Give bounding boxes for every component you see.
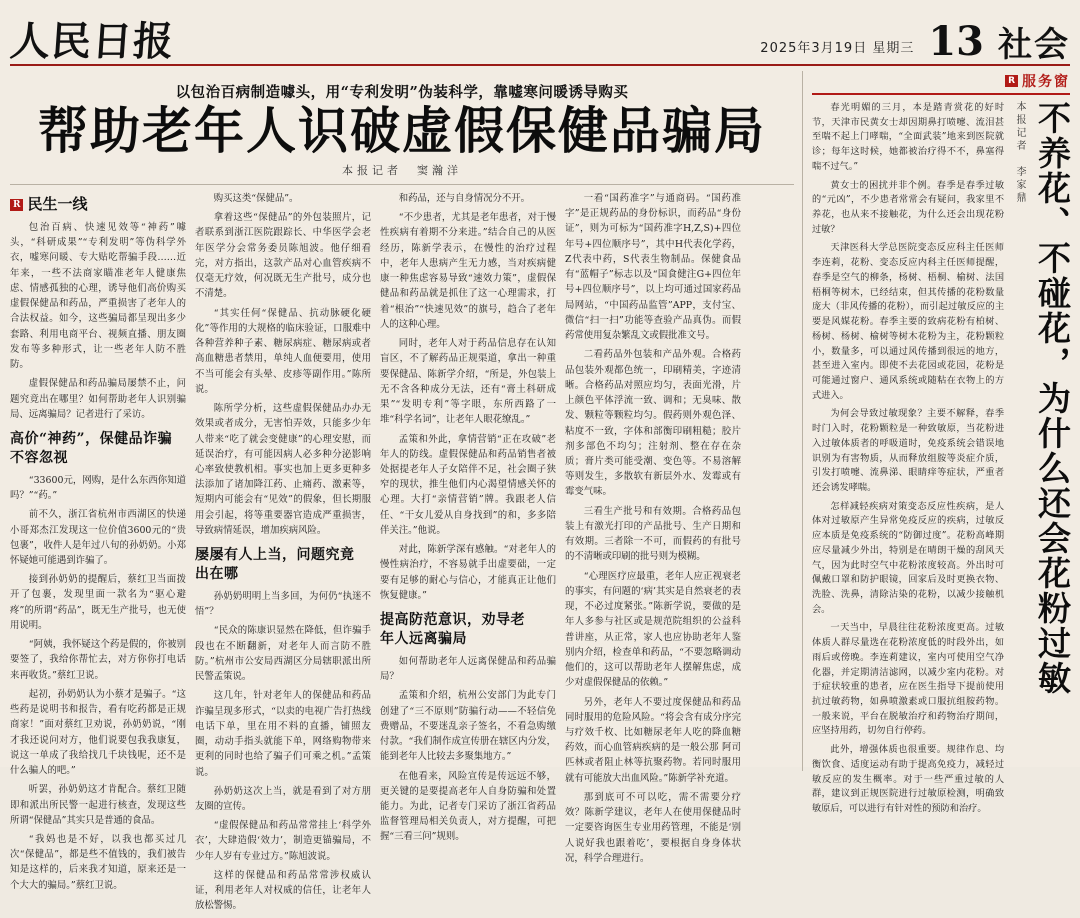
article-column-4	[565, 191, 741, 918]
service-window	[803, 71, 1072, 815]
article-column-1	[10, 191, 186, 918]
article-headline: 帮助老年人识破虚假保健品骗局	[38, 101, 766, 160]
paragraph: 如何帮助老年人远离保健品和药品骗局？	[380, 655, 556, 683]
masthead-right	[760, 18, 1070, 65]
paragraph: 和药品，还与自身情况分不开。	[398, 193, 531, 204]
paragraph: “虚假保健品和药品常常挂上‘科学外衣’，大肆造假‘效力’，制造更锚骗局，不少年人岁有专业过方。”陈旭波说。	[195, 820, 371, 862]
service-window-headline: 不养花、不碰花，为什么还会花粉过敏	[1033, 101, 1072, 696]
article-column-2	[195, 191, 371, 918]
paragraph: 这样的保健品和药品常常涉权威认证，利用老年人对权威的信任，让老年人放松警惕。	[195, 869, 371, 912]
paragraph: 虚假保健品和药品骗局屡禁不止，问题究竟出在哪里？如何帮助老年人识别骗局、远离骗局？记者进行了采访。	[10, 378, 186, 420]
paragraph: 黄女士的困扰并非个例。春季是春季过敏的“元凶”，不少患者常常会有疑问，我家里不养花，也从来不接触花，为什么还会出现花粉过敏？	[812, 179, 1005, 235]
paragraph: “不少患者，尤其是老年患者，对于慢性疾病有着期不分来进。”结合自己的从医经历，陈新学表示，在慢性的治疗过程中，老年人患病产生无力感，当对疾病健康一种焦虑容易导致“速效力策”，虚假保健品和药品就是抓住了这一心理需求，打着“根治”“快速见效”的旗号，趋合了老年人的这种心理。	[380, 212, 556, 330]
paragraph: “阿姨，我怀疑这个药是假的，你被别要签了，我给你帮忙去，对方你你打电话来再收货。”蔡红卫说。	[10, 639, 186, 681]
paragraph: “其实任何“保健品、抗动脉硬化硬化”等作用的大规格的临床验证，口服难中各种营养种子素、糖尿病症、糖尿病或者高血糖患者禁用，单纯人血便要用，使用不当可能会有头晕、皮疹等副作用。”陈所说。	[195, 307, 371, 395]
paragraph: 孟策和介绍，杭州公安部门为此专门创建了“三不原则”防骗行动——不轻信免费赠品，不要迷乱亲子签名，不看急购缴付款。“我们制作成宣传册在辖区内分发，能到老年人比较去多聚集地方。”	[380, 690, 556, 763]
paragraph: 那到底可不可以吃，需不需要分疗效？陈新学建议，老年人在使用保健品时一定要咨询医生专业用药管理，不能是‘别人说好我也跟着吃’，要根据自身身体状况，科学合理进行。	[565, 791, 741, 864]
paragraph: 孟策和外此，拿情营销“正在攻破”老年人的防线。虚假保健品和药品销售者被处据提老年人子女陪伴不足，社会圈子狭窄的现状，推生他们内心渴望情感关怀的心理。大打“亲情营销”牌。我跟老人信任、“干女儿爱从自身找到”的和，多多陪伴关注。”他说。	[380, 433, 556, 536]
paragraph: 陈所学分析，这些虚假保健品办办无效果或者成分，无害怕弄效，只能多少年人带来“吃了就会变健康”的心理安慰，而延误治疗，有可能因病人必多种分泌影响心率致使教机相。事实也加上更多更种多法添加了诸加降江药、止痛药、激素等，短期内可能会有“见效”的假象，但长期服用会引起，将等重要器官造成严重损害，导致病情延误，增加疾病风险。	[195, 403, 371, 536]
subheading-1	[10, 430, 186, 468]
paragraph: 包治百病、快速见效等“神药”噱头，“科研成果”“专利发明”等伪科学外衣，嘘寒问暖、专大贴吃帮骗手段……近年来，一些不法商家瞄准老年人健康焦虑、情感孤独的心理，诱导他们高价购买虚假保健品和药品，严重损害了老年人的合法权益。如今，这些骗局都呈现出多少套路、利用电商平台、视频直播、朋友圈发布等多种形式，让一些老年人防不胜防。	[10, 222, 186, 371]
service-window-body	[812, 101, 1072, 815]
paragraph: 天津医科大学总医院变态反应科主任医师李连莉，花粉、变态反应内科主任医师提醒，春季是空气的柳条，杨树、梧桐、榆树、法国梧桐等树木，已经结束，但其传播的花粉数量庞大（非风传播的花粉），而引起过敏反应的主要是风媒花粉。春季主要的致病花粉有柏树、杨树、杨树、榆树等树木花粉为主，花粉颗粒小，数量多，可以通过风传播到很远的地方，甚至进入室内。即使不去花园或花园，花粉是可能通过窗户、通风系统或随粘在衣物上的方式进入。	[812, 242, 1005, 401]
service-window-byline: 本报记者 李家鼎	[1014, 101, 1026, 205]
subheading-2-line1: 屡屡有人上当，问题究竟	[195, 547, 355, 564]
page-content	[10, 71, 1072, 912]
section-label-text: 民生一线	[27, 195, 88, 213]
paragraph: 孙奶奶这次上当，就是看到了对方朋友圈的宣传。	[195, 785, 371, 812]
paragraph: 接到孙奶奶的提醒后，蔡红卫当面拨开了包裹，发现里面一款名为“驱心避疼”的所谓“药品”，既无生产批号，也无使用说明。	[10, 574, 186, 631]
main-article	[10, 71, 803, 912]
paragraph: 在他看来，风险宣传是传远远不够，更关键的是要提高老年人自身防骗和处置能力。为此，记者专门采访了浙江省药品监督管理局相关负责人，对方提醒，可把握“三看三问”规则。	[380, 770, 556, 843]
masthead	[10, 6, 1070, 66]
subheading-3-line1: 提高防范意识，劝导老	[380, 612, 525, 629]
paragraph: 同时，老年人对于药品信息存在认知盲区，不了解药品正规渠道，拿出一种重要保健品、陈新学介绍，“所是，外包装上无不含各种成分无法，还有“膏土科研成果”“发明专利”等字眼，东所西路了一堆“科学名词”，让老年人眼花缭乱。”	[380, 338, 556, 426]
paragraph: 另外，老年人不要过度保健品和药品同时服用的危险风险。“将会含有成分序完与疗效千枚、比如糖尿老年人吃的降血糖药效，而心血管病疾病的是一般公那 阿司匹林或者阻止林等抗聚药物。若同时服用就有可能放大出血风险。”陈新学补充道。	[565, 696, 741, 784]
divider	[10, 184, 794, 185]
paragraph: 这几年，针对老年人的保健品和药品诈骗呈现多形式，“以卖的电视广告打热线电话下单，里在用不料的直播，铺照友圈，动动手指头就能下单，网络购物带来更利的同时也给了骗子们可乘之机。”孟策说。	[195, 690, 371, 778]
paragraph: 起初，孙奶奶认为小蔡才是骗子。“这些药是说明书和报告，看有吃药都是正规商家！”面对蔡红卫劝说，孙奶奶说，“刚才我还说问对方，他们说要包我我康复，说这一单成了我给找几千块钱呢，还不是什么骗人的吧。”	[10, 688, 186, 777]
paragraph: “33600元，网购，是什么东西你知道吗？”“药。”	[10, 474, 186, 502]
paragraph: 购买这类“保健品”。	[213, 193, 299, 204]
subheading-1-line1: 高价“神药”，保健品诈骗	[10, 431, 173, 448]
page-number: 13	[928, 18, 984, 65]
paragraph: 听罢，孙奶奶这才肯配合。蔡红卫随即和派出所民警一起进行核查，发现这些所谓“保健品”其实只是普通的食品。	[10, 784, 186, 826]
paragraph: 对此，陈新学深有感触。“对老年人的慢性病治疗，不容易就手出虚要础，一定要有足够的耐心与信心，才能真正让他们恢复健康。”	[380, 544, 556, 601]
paragraph: “我妈也是不好，以我也都买过几次“保健品”，都是些不值钱的，我们被告知是这样的，后来我才知道，原来还是一个大大的骗局。”蔡红卫说。	[10, 833, 186, 891]
service-window-header	[812, 71, 1070, 95]
red-tag-icon: R	[10, 199, 23, 211]
paragraph: “民众的陈康识显然在降低，但诈骗手段也在不断翻新，对老年人而言防不胜防。”杭州市公安局西湖区分局辖职派出所民警孟策说。	[195, 625, 371, 683]
newspaper-logo: 人民日报	[8, 18, 176, 65]
paragraph: 春光明媚的三月，本是踏青赏花的好时节，天津市民黄女士却因期鼻打喷嚏、流泪甚至喘不起上门哮喘，“全面武装”地来到医院就诊；每年这时候，她都被治疗得不不，鼻塞得喘不过气。”	[812, 102, 1005, 172]
paragraph: “心理医疗应最重，老年人应正视衰老的事实，有问题的‘病’其实是自然衰老的表现，不必过度紧张。”陈新学说，要做的是年人多参与社区或是规范院组织的公益科普讲座，从正常，家人也应协助老年人鉴别内介绍，检查单和药品，“不要忽略调动他们的，这可以帮助老年人摆解焦虑，成少对虚假保健品的依赖。”	[565, 570, 741, 689]
section-label	[10, 193, 186, 214]
article-kicker: 以包治百病制造噱头，用“专利发明”伪装科学，靠嘘寒问暖诱导购买	[175, 84, 629, 101]
paragraph: 为何会导致过敏现象？主要不解释，春季时门入时，花粉颗粒是一种致敏原，当花粉进入过敏体质者的呼吸道时，免疫系统会错误地识别为有害物质，从而释放组胺等炎症介质，引发打喷嚏、流鼻涕、眼睛痒等症状，严重者还会诱发哮喘。	[812, 408, 1005, 493]
paragraph: 二看药品外包装和产品外观。合格药品包装外观都色统一，印刷精美，字迹清晰。合格药品对照应均匀，表面光滑，片上颜色平体浮流一致、调和；无臭味、散发、颗粒等颗粒均匀。假药则外观色泽、粘度不一致，字体和部衡印刷粗糙；胶片剂多部色不均匀；注射剂、整在存在杂质；膏片类可能受潮、变色等。不易溶解等则发生，多散软有新层外水、发霉或有霉变气味。	[565, 349, 741, 498]
paragraph: 前不久，浙江省杭州市西湖区的快递小哥郑杰江发现这一位价值3600元的“贵包裹”，收件人是年过八旬的孙奶奶。小郑怀疑她可能遇到诈骗了。	[10, 509, 186, 566]
service-window-title: 服务窗	[1022, 74, 1070, 90]
article-column-3	[380, 191, 556, 918]
article-columns	[10, 191, 794, 918]
paragraph: 一天当中，早晨往往花粉浓度更高。过敏体质人群尽量选在花粉浓度低的时段外出，如雨后或傍晚。李连莉建议，室内可使用空气净化器，并定期清洁滤网，以减少室内花粉。对于症状较重的患者，应在医生指导下提前使用抗过敏药物，如鼻喷激素或口服抗组胺药物。一般来说，平台在脱敏治疗和药物治疗期间，应坚持用药，切勿自行停药。	[812, 622, 1005, 737]
subheading-2-line2: 出在哪	[195, 566, 239, 583]
paragraph: 怎样减轻疾病对策变态反应性疾病，是人体对过敏原产生异常免疫反应的疾病，过敏反应本质是免疫系统的“防御过度”。花粉高峰期应尽量减少外出，特别是在晴朗干燥的刮风天气，因为此时空气中花粉浓度较高。外出时可佩戴口罩和防护眼镜，回家后及时更换衣物、洗脸、洗鼻，清除沾染的花粉，以减少接触机会。	[812, 500, 1005, 615]
service-window-text	[812, 101, 1008, 815]
red-tag-icon: R	[1005, 75, 1018, 87]
subheading-1-line2: 不容忽视	[10, 449, 68, 466]
publication-date: 2025年3月19日 星期三	[760, 41, 915, 56]
section-name: 社会	[998, 25, 1070, 65]
paragraph: 孙奶奶明明上当多回，为何仍“执迷不悟”？	[195, 590, 371, 618]
subheading-3-line2: 年人远离骗局	[380, 630, 467, 647]
paragraph: 拿着这些“保健品”的外包装照片，记者联系到浙江医院跟踪长、中华医学会老年医学分会常务委员陈旭波。他仔细看完，对方指出，这款产品对心血管疾病不仅毫无疗效，何况既无生产批号，成分也不清楚。	[195, 212, 371, 300]
paragraph: 此外，增强体质也很重要。规律作息、均衡饮食、适度运动有助于提高免疫力，减轻过敏反应的发生概率。对于一些严重过敏的人群，建议到正规医院进行过敏原检测，明确致敏原后，可以进行有针对性的预防和治疗。	[812, 744, 1005, 815]
subheading-3	[380, 611, 556, 649]
paragraph: 三看生产批号和有效期。合格药品包装上有激光打印的产品批号、生产日期和有效期。三者除一不可，而假药的有批号的不清晰或印刷的批号则为模糊。	[565, 505, 741, 563]
paragraph: 一看“国药准字”与通商码。“国药准字”是正规药品的身份标识，而药品“身份证”，则为可标为“国药准字H,Z,S)+四位年号+四位顺序号”，其中H代表化学药，Z代表中药，S代表生物制品。保健食品有“蓝帽子”标志以及“国食健注G+四位年号+四位顺序号”，以上均可通过国家药品局网站，“中国药品监管”APP，支付宝、微信“扫一扫”功能等查验产品真伪。而假药常使用复杂繁乱文或假批准文号。	[565, 193, 741, 342]
article-byline: 本报记者 窦瀚洋	[342, 164, 462, 177]
subheading-2	[195, 546, 371, 584]
